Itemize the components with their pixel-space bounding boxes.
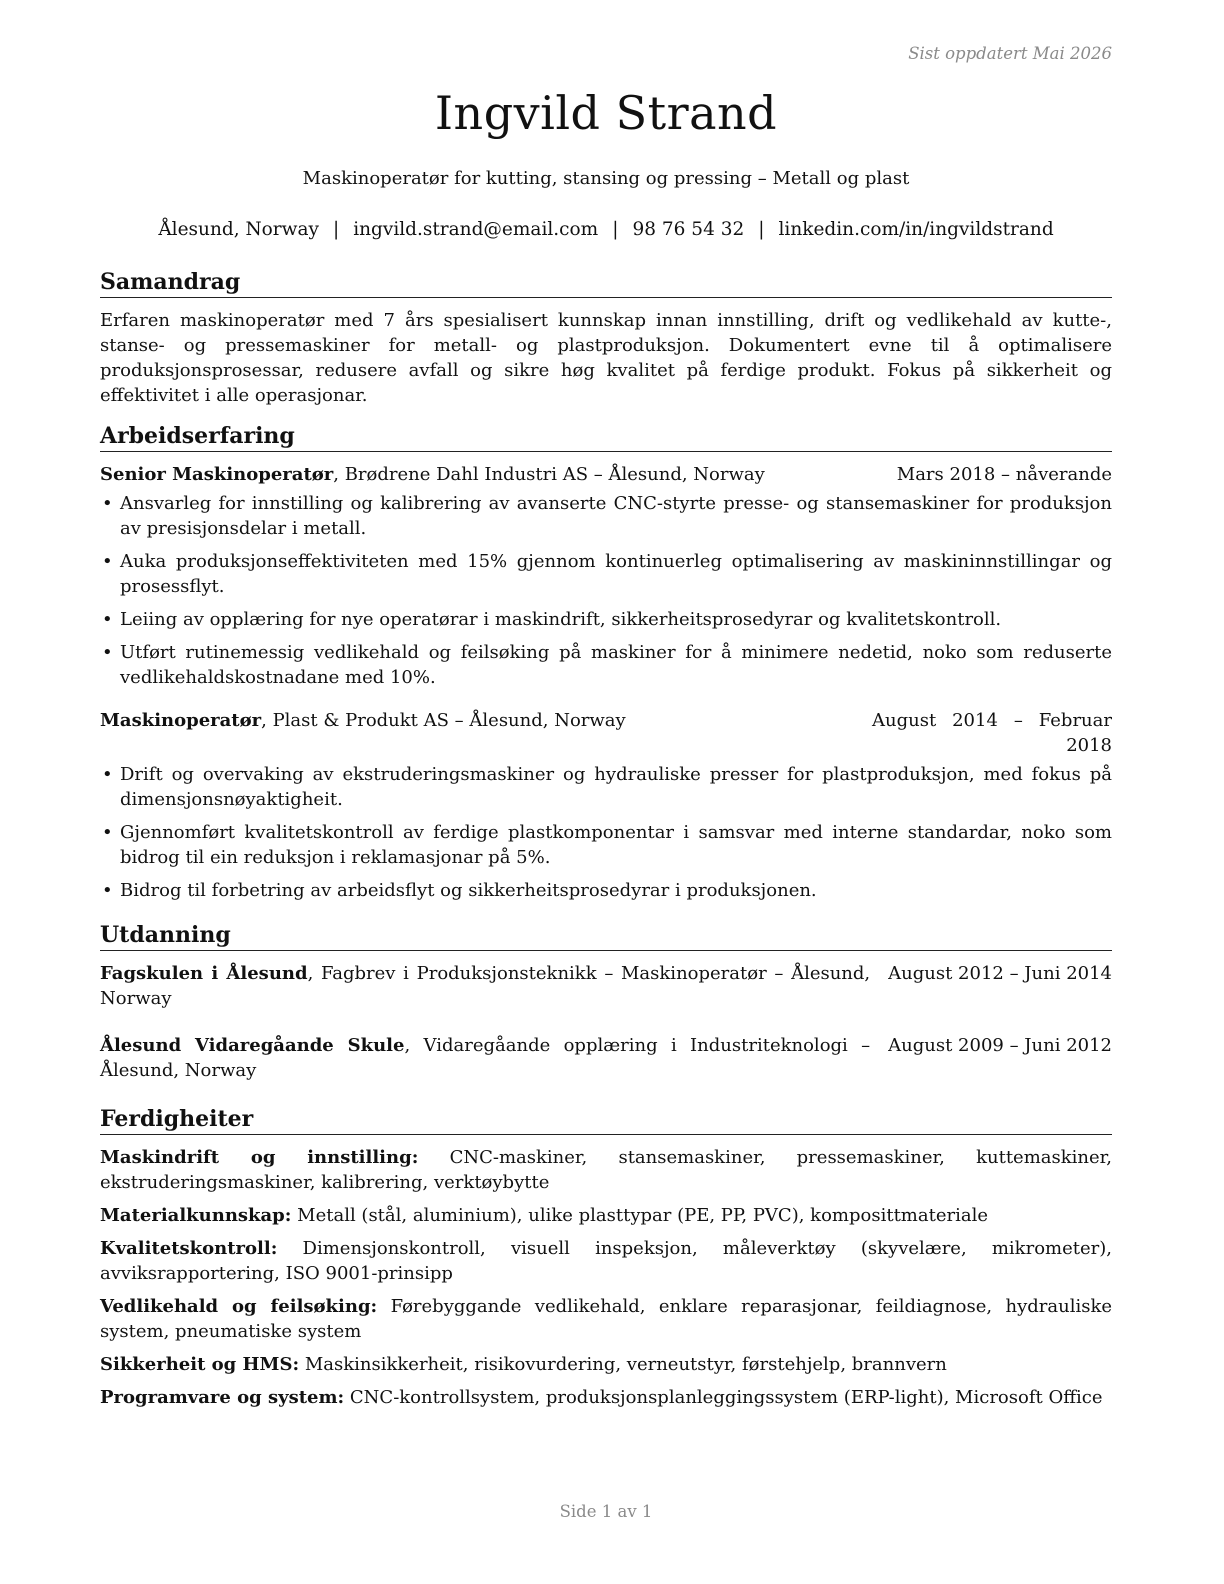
skill-value: Metall (stål, aluminium), ulike plasttypar (PE, PP, PVC), komposittmateriale [291,1205,988,1226]
candidate-name: Ingvild Strand [434,86,778,140]
summary-text: Erfaren maskinoperatør med 7 års spesialisert kunnskap innan innstilling, drift og vedlikehald av kutte-, stanse- og pressemaskiner for metall- og plastproduksjon. Dokumentert evne til å optimalisere produksjonsprosessar, redusere avfall og sikre høg kvalitet på ferdige produkt. Fokus på sikkerheit og effektivitet i alle operasjonar. [100,310,1112,406]
skill-label: Vedlikehald og feilsøking: [100,1296,378,1317]
experience-section [100,422,1112,903]
list-item: • Bidrog til forbetring av arbeidsflyt og sikkerheitsprosedyrar i produksjonen. [102,880,817,901]
skill-row [100,1145,1112,1195]
skill-label: Maskindrift og innstilling: [100,1147,419,1168]
candidate-headline: Maskinoperatør for kutting, stansing og pressing – Metall og plast [302,168,910,189]
contact-phone: 98 76 54 32 [632,219,745,240]
bullet-icon: • [102,764,113,785]
job-entry [100,708,1112,903]
section-title-skills: Ferdigheiter [100,1105,1112,1135]
bullet-icon: • [102,551,113,572]
job-role: Senior Maskinoperatør [100,464,334,485]
skill-label: Kvalitetskontroll: [100,1238,278,1259]
list-item: • Auka produksjonseffektiviteten med 15% gjennom kontinuerleg optimalisering av maskininnstillingar og prosessflyt. [102,551,1112,597]
section-title-experience: Arbeidserfaring [100,422,1112,452]
contact-separator: | [758,219,765,240]
education-detail: , Fagbrev i Produksjonsteknikk – Maskinoperatør – Ålesund, Norway [100,963,871,1009]
skill-value: CNC-kontrollsystem, produksjonsplanleggingssystem (ERP-light), Microsoft Office [344,1387,1103,1408]
section-title-summary: Samandrag [100,268,1112,298]
bullet-icon: • [102,642,113,663]
page-number: Side 1 av 1 [559,1502,653,1521]
section-title-education: Utdanning [100,921,1112,951]
skill-row [100,1385,1112,1410]
list-item: • Leiing av opplæring for nye operatørar i maskindrift, sikkerheitsprosedyrar og kvalitetskontroll. [102,609,1002,630]
bullet-icon: • [102,493,113,514]
contact-linkedin[interactable]: linkedin.com/in/ingvildstrand [778,219,1054,240]
skill-value: Dimensjonskontroll, visuell inspeksjon, måleverktøy (skyvelære, mikrometer), avviksrapportering, ISO 9001-prinsipp [100,1238,1112,1284]
summary-section [100,268,1112,408]
skill-label: Sikkerheit og HMS: [100,1354,300,1375]
education-section [100,921,1112,1083]
job-dates: Mars 2018 – nåverande [896,464,1112,485]
education-entry [100,961,1112,1011]
job-dates: August 2014 – Februar 2018 [872,710,1112,756]
skill-row [100,1203,1112,1228]
last-updated: Sist oppdatert Mai 2026 [908,44,1112,63]
resume-content [100,268,1112,1424]
job-bullets [100,762,1112,903]
skill-value: CNC-maskiner, stansemaskiner, pressemaskiner, kuttemaskiner, ekstruderingsmaskiner, kalibrering, verktøybytte [100,1147,1112,1193]
education-dates: August 2012 – Juni 2014 [888,963,1112,984]
skill-label: Programvare og system: [100,1387,345,1408]
education-detail: , Vidaregåande opplæring i Industriteknologi – Ålesund, Norway [100,1035,871,1081]
skill-row [100,1352,1112,1377]
contact-email[interactable]: ingvild.strand@email.com [353,219,599,240]
job-role: Maskinoperatør [100,710,262,731]
education-dates: August 2009 – Juni 2012 [888,1035,1112,1056]
education-entry [100,1033,1112,1083]
bullet-icon: • [102,880,113,901]
education-school: Ålesund Vidaregåande Skule [100,1035,405,1056]
job-header [100,708,1112,758]
list-item: • Drift og overvaking av ekstruderingsmaskiner og hydrauliske presser for plastproduksjon, med fokus på dimensjonsnøyaktigheit. [102,764,1112,810]
list-item: • Utført rutinemessig vedlikehald og feilsøking på maskiner for å minimere nedetid, noko som reduserte vedlikehaldskostnadane med 10%. [102,642,1112,688]
contact-line [100,219,1112,240]
contact-separator: | [332,219,340,240]
skill-row [100,1294,1112,1344]
job-header [100,462,1112,487]
resume-page [100,0,1112,1584]
skill-label: Materialkunnskap: [100,1205,292,1226]
contact-separator: | [612,219,619,240]
bullet-icon: • [102,822,113,843]
skill-value: Maskinsikkerheit, risikovurdering, verneutstyr, førstehjelp, brannvern [299,1354,947,1375]
job-company: , Plast & Produkt AS – Ålesund, Norway [261,710,626,731]
job-company: , Brødrene Dahl Industri AS – Ålesund, Norway [333,464,765,485]
education-school: Fagskulen i Ålesund [100,963,308,984]
skill-row [100,1236,1112,1286]
bullet-icon: • [102,609,113,630]
list-item: • Ansvarleg for innstilling og kalibrering av avanserte CNC-styrte presse- og stansemaskiner for produksjon av presisjonsdelar i metall. [102,493,1112,539]
contact-location: Ålesund, Norway [158,219,319,240]
job-entry [100,462,1112,690]
skill-value: Førebyggande vedlikehald, enklare reparasjonar, feildiagnose, hydrauliske system, pneumatiske system [100,1296,1113,1342]
job-bullets [100,491,1112,690]
skills-section [100,1105,1112,1410]
list-item: • Gjennomført kvalitetskontroll av ferdige plastkomponentar i samsvar med interne standardar, noko som bidrog til ein reduksjon i reklamasjonar på 5%. [102,822,1112,868]
